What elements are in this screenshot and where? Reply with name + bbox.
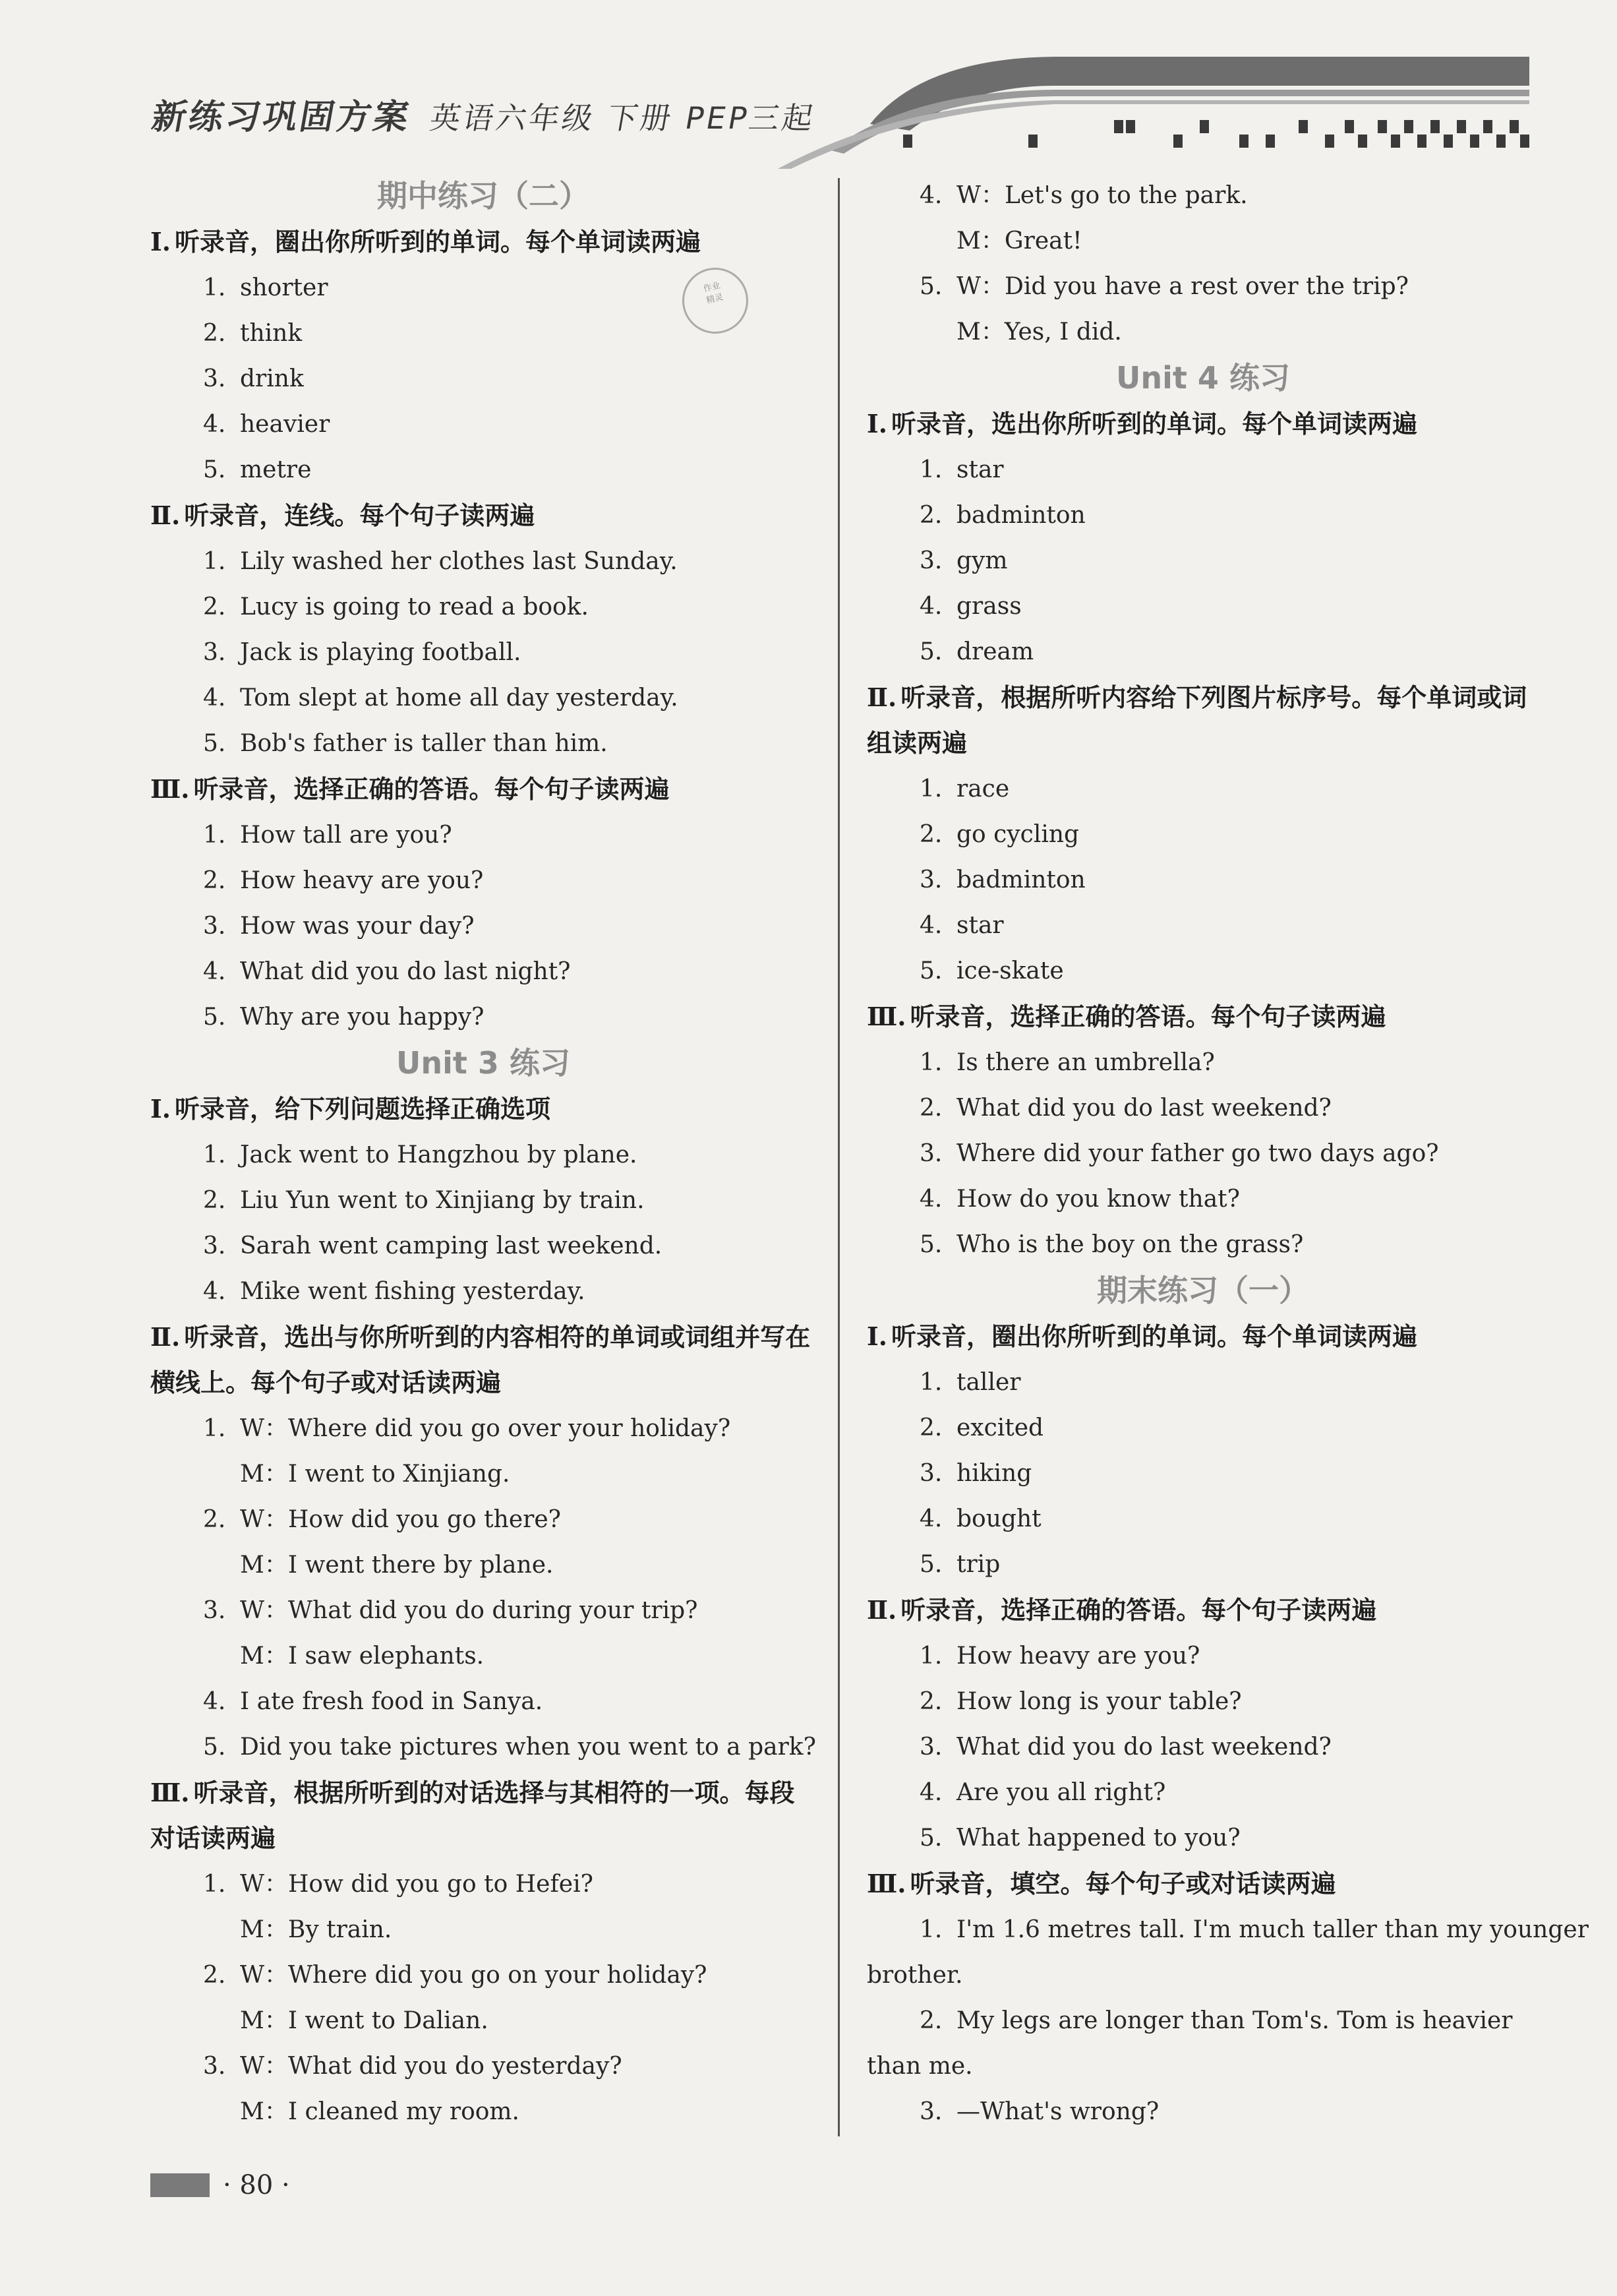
- dialog-line: 4. W：Let's go to the park.: [920, 182, 1248, 209]
- dialog-line: 2. W：Where did you go on your holiday?: [203, 1962, 707, 1989]
- list-item: 1. How tall are you?: [203, 822, 452, 849]
- part-heading: Ⅲ. 听录音，选择正确的答语。每个句子读两遍: [867, 1002, 1386, 1031]
- part-heading: Ⅲ. 听录音，选择正确的答语。每个句子读两遍: [150, 774, 670, 804]
- list-item: 3. Jack is playing football.: [203, 639, 521, 666]
- dialog-line: M：By train.: [240, 1916, 392, 1943]
- section-title: 期末练习（一）: [1097, 1273, 1309, 1308]
- dialog-line: M：I went there by plane.: [240, 1552, 554, 1579]
- list-item: 2. excited: [920, 1414, 1044, 1441]
- part-heading: Ⅰ. 听录音，给下列问题选择正确选项: [150, 1094, 551, 1124]
- section-unit-3: [150, 1040, 816, 2134]
- list-item: 1. taller: [920, 1369, 1021, 1396]
- dialog-line: 4. I ate fresh food in Sanya.: [203, 1688, 543, 1715]
- list-item: 1. How heavy are you?: [920, 1643, 1200, 1670]
- list-item: 5. dream: [920, 638, 1034, 665]
- section-title: 期中练习（二）: [377, 178, 589, 214]
- list-item: 5. ice-skate: [920, 957, 1064, 984]
- list-item: 1. race: [920, 775, 1010, 802]
- dialog-line: M：I saw elephants.: [240, 1643, 485, 1670]
- list-item: 4. bought: [920, 1505, 1042, 1532]
- section-title: Unit 3 练习: [396, 1045, 570, 1081]
- paragraph-line: 2. My legs are longer than Tom's. Tom is heavier: [920, 2007, 1513, 2034]
- list-item: 5. Who is the boy on the grass?: [920, 1231, 1304, 1258]
- part-heading: Ⅱ. 听录音，选出与你所听到的内容相符的单词或词组并写在横线上。每个句子或对话读两遍: [150, 1322, 811, 1397]
- list-item: 5. Why are you happy?: [203, 1004, 485, 1031]
- list-item: 5. Bob's father is taller than him.: [203, 730, 608, 757]
- list-item: 1. Jack went to Hangzhou by plane.: [203, 1141, 637, 1168]
- part-heading: Ⅰ. 听录音，选出你所听到的单词。每个单词读两遍: [867, 409, 1418, 438]
- list-item: 1. shorter: [203, 274, 328, 301]
- paragraph-line: than me.: [867, 2053, 973, 2080]
- dialog-line: 3. W：What did you do during your trip?: [203, 1597, 698, 1624]
- footer-bar: [150, 2173, 210, 2197]
- list-item: 5. trip: [920, 1551, 1001, 1578]
- part-heading: Ⅲ. 听录音，填空。每个句子或对话读两遍: [867, 1869, 1336, 1898]
- watermark-stamp: 作业 精灵: [675, 260, 755, 340]
- header-decoration: [778, 51, 1529, 170]
- dialog-line: 3. W：What did you do yesterday?: [203, 2053, 622, 2080]
- list-item: 4. Tom slept at home all day yesterday.: [203, 684, 678, 711]
- list-item: 4. Are you all right?: [920, 1779, 1166, 1806]
- list-item: 4. star: [920, 912, 1004, 939]
- section-midterm-2: [150, 173, 816, 1040]
- part-heading: Ⅱ. 听录音，连线。每个句子读两遍: [150, 500, 535, 530]
- paragraph-line: 1. I'm 1.6 metres tall. I'm much taller than my younger: [920, 1916, 1589, 1943]
- header-title: [148, 89, 820, 138]
- carry-over-dialogs: [867, 173, 1539, 355]
- part-heading: Ⅰ. 听录音，圈出你所听到的单词。每个单词读两遍: [150, 227, 701, 257]
- dialog-line: M：I went to Xinjiang.: [240, 1461, 510, 1488]
- paragraph-line: brother.: [867, 1962, 963, 1989]
- section-title: Unit 4 练习: [1116, 360, 1290, 396]
- list-item: 5. What happened to you?: [920, 1825, 1241, 1852]
- list-item: 3. drink: [203, 365, 304, 392]
- list-item: 2. What did you do last weekend?: [920, 1095, 1332, 1122]
- list-item: 1. Is there an umbrella?: [920, 1049, 1215, 1076]
- list-item: 1. Lily washed her clothes last Sunday.: [203, 548, 678, 575]
- part-heading: Ⅱ. 听录音，选择正确的答语。每个句子读两遍: [867, 1595, 1377, 1625]
- right-column: [867, 173, 1589, 2134]
- section-unit-4: [867, 355, 1539, 1267]
- column-divider: [838, 178, 840, 2136]
- part-heading: Ⅲ. 听录音，根据所听到的对话选择与其相符的一项。每段对话读两遍: [150, 1778, 795, 1853]
- dialog-line: M：Great!: [956, 227, 1082, 255]
- book-series-title: 新练习巩固方案: [148, 98, 415, 137]
- list-item: 3. What did you do last weekend?: [920, 1734, 1332, 1761]
- list-item: 2. How long is your table?: [920, 1688, 1242, 1715]
- list-item: 2. Lucy is going to read a book.: [203, 593, 589, 620]
- section-final-1: [867, 1267, 1589, 2134]
- list-item: 3. Where did your father go two days ago?: [920, 1140, 1439, 1167]
- part-heading: Ⅰ. 听录音，圈出你所听到的单词。每个单词读两遍: [867, 1321, 1418, 1351]
- dialog-line: M：Yes, I did.: [956, 318, 1122, 346]
- dialog-line: 2. W：How did you go there?: [203, 1506, 561, 1533]
- dialog-line: 5. W：Did you have a rest over the trip?: [920, 273, 1409, 300]
- list-item: 2. go cycling: [920, 821, 1080, 848]
- list-item: 2. Liu Yun went to Xinjiang by train.: [203, 1187, 645, 1214]
- dialog-line: 1. W：Where did you go over your holiday?: [203, 1415, 731, 1442]
- page-number: · 80 ·: [223, 2170, 290, 2200]
- list-item: 3. Sarah went camping last weekend.: [203, 1232, 662, 1259]
- part-heading: Ⅱ. 听录音，根据所听内容给下列图片标序号。每个单词或词组读两遍: [867, 682, 1527, 758]
- dialog-line: M：I went to Dalian.: [240, 2007, 488, 2034]
- list-item: 3. hiking: [920, 1460, 1032, 1487]
- list-item: 5. metre: [203, 456, 312, 483]
- list-item: 3. gym: [920, 547, 1008, 574]
- list-item: 4. What did you do last night?: [203, 958, 571, 985]
- left-column: [150, 173, 816, 2134]
- list-item: 2. think: [203, 320, 303, 347]
- dialog-line: 5. Did you take pictures when you went to a park?: [203, 1734, 816, 1761]
- list-item: 4. heavier: [203, 411, 330, 438]
- list-item: 4. Mike went fishing yesterday.: [203, 1278, 585, 1305]
- list-item: 3. How was your day?: [203, 913, 475, 940]
- dialog-line: 1. W：How did you go to Hefei?: [203, 1871, 593, 1898]
- list-item: 2. How heavy are you?: [203, 867, 484, 894]
- list-item: 4. grass: [920, 593, 1022, 620]
- list-item: 1. star: [920, 456, 1004, 483]
- page-header: [0, 0, 1617, 171]
- dialog-line: M：I cleaned my room.: [240, 2098, 520, 2125]
- book-subtitle: 英语六年级 下册 PEP三起: [427, 100, 819, 136]
- paragraph-line: 3. —What's wrong?: [920, 2098, 1160, 2125]
- list-item: 3. badminton: [920, 866, 1086, 893]
- list-item: 4. How do you know that?: [920, 1186, 1240, 1213]
- list-item: 2. badminton: [920, 502, 1086, 529]
